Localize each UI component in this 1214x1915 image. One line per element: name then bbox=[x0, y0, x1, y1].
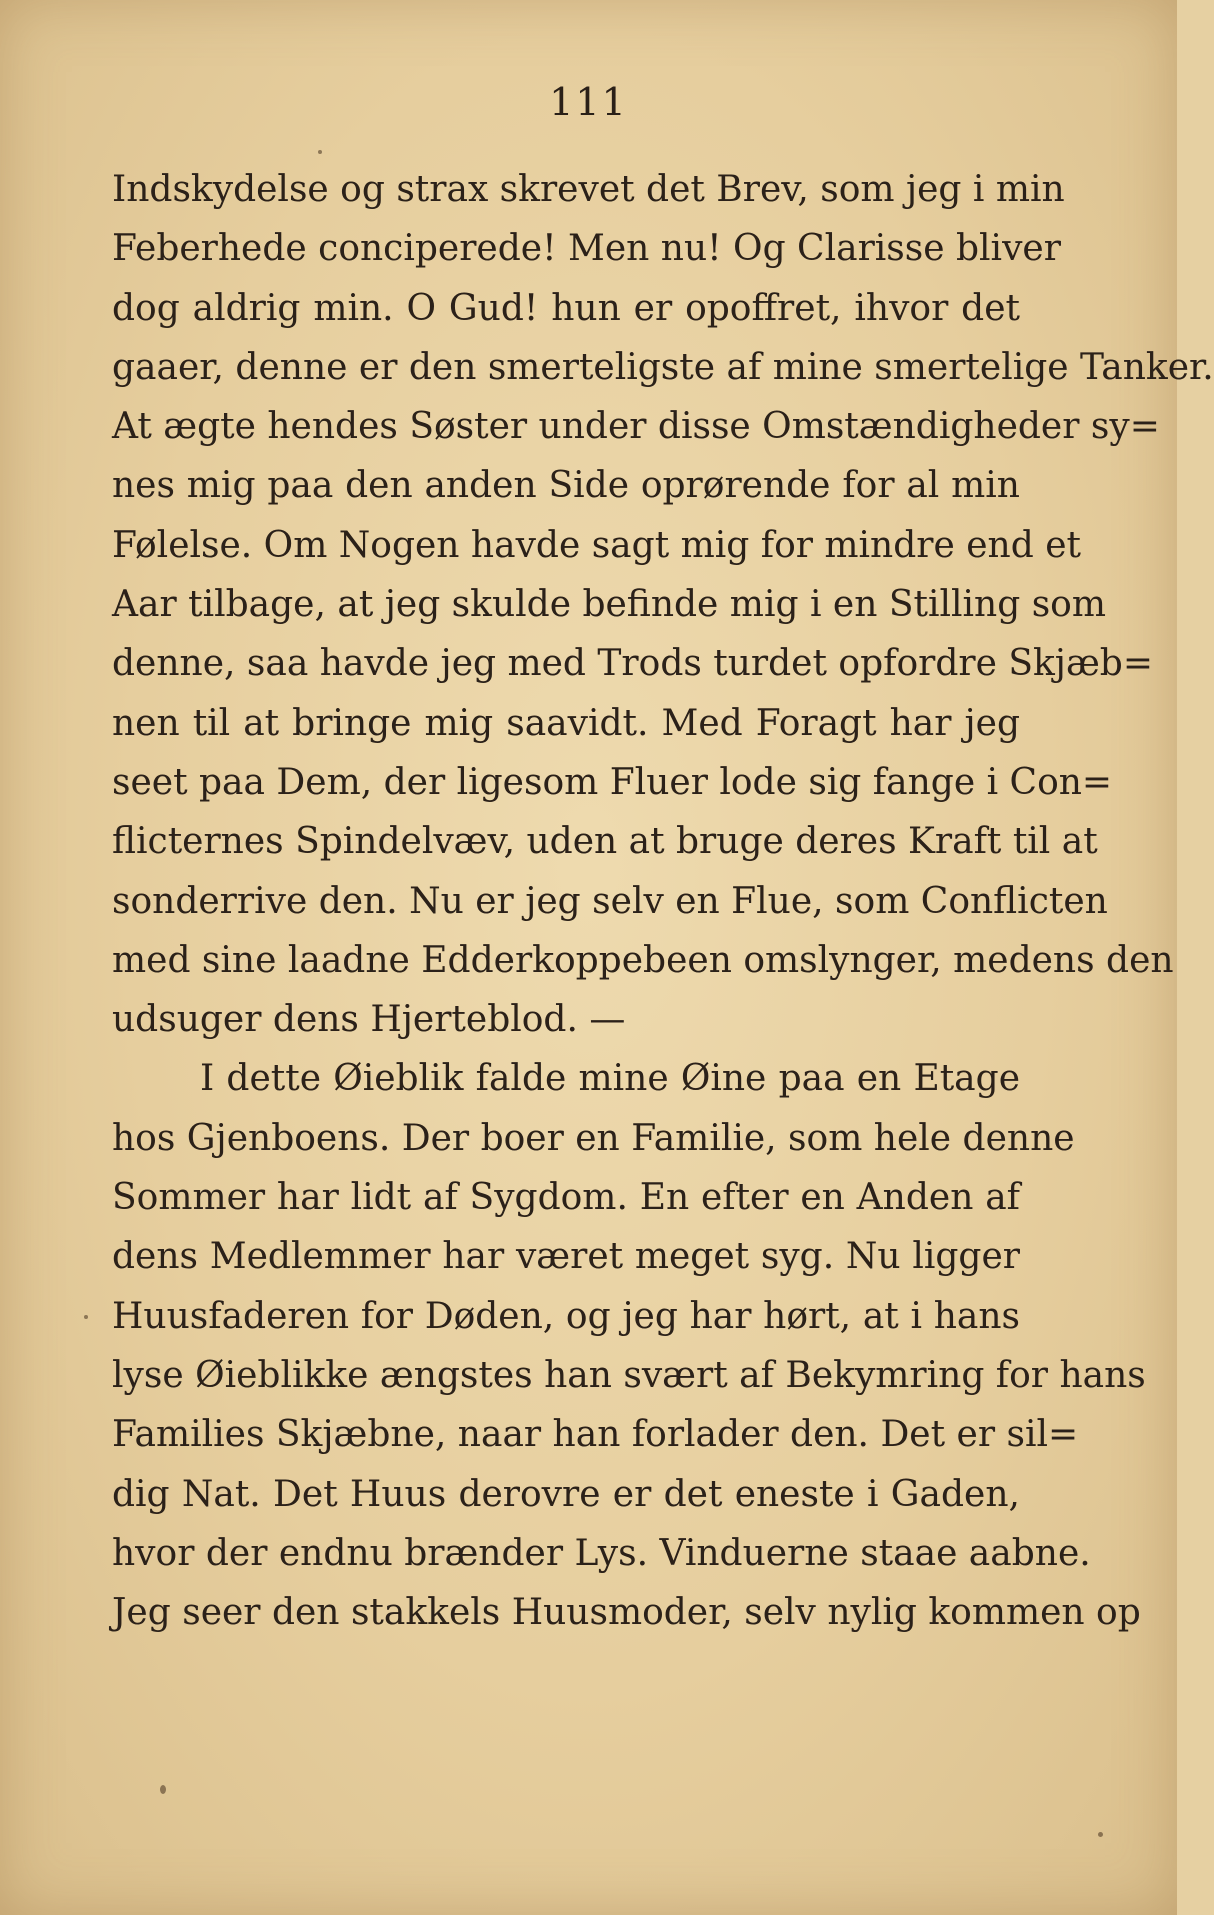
text-line: hvor der endnu brænder Lys. Vinduerne staae aabne. bbox=[112, 1532, 1091, 1574]
text-line: lyse Øieblikke ængstes han svært af Bekymring for hans bbox=[112, 1354, 1146, 1396]
page-number: 111 bbox=[549, 80, 628, 124]
text-line: Indskydelse og strax skrevet det Brev, som jeg i min bbox=[112, 169, 1065, 210]
text-line: Aar tilbage, at jeg skulde befinde mig i en Stilling som bbox=[112, 584, 1106, 626]
text-line: nes mig paa den anden Side oprørende for al min bbox=[112, 465, 1020, 507]
text-line: sonderrive den. Nu er jeg selv en Flue, som Conflicten bbox=[112, 880, 1108, 922]
text-line: Feberhede conciperede! Men nu! Og Clarisse bliver bbox=[112, 228, 1061, 270]
text-line: seet paa Dem, der ligesom Fluer lode sig fange i Con= bbox=[112, 761, 1113, 803]
text-line: dens Medlemmer har været meget syg. Nu ligger bbox=[112, 1236, 1020, 1278]
text-line: Sommer har lidt af Sygdom. En efter en Anden af bbox=[112, 1177, 1020, 1219]
paper-speck bbox=[318, 150, 322, 154]
text-line: Families Skjæbne, naar han forlader den. Det er sil= bbox=[112, 1414, 1079, 1456]
text-line: med sine laadne Edderkoppebeen omslynger, medens den bbox=[112, 939, 1174, 981]
text-line: Huusfaderen for Døden, og jeg har hørt, at i hans bbox=[112, 1295, 1020, 1337]
paper-speck bbox=[160, 1785, 166, 1794]
text-line: gaaer, denne er den smerteligste af mine smertelige Tanker. bbox=[112, 346, 1214, 388]
text-line: Følelse. Om Nogen havde sagt mig for mindre end et bbox=[112, 524, 1081, 566]
paper-speck bbox=[84, 1315, 88, 1319]
text-line: denne, saa havde jeg med Trods turdet opfordre Skjæb= bbox=[112, 643, 1154, 685]
body-text bbox=[112, 160, 1214, 1642]
text-line: nen til at bringe mig saavidt. Med Foragt har jeg bbox=[112, 702, 1020, 744]
paragraph-1 bbox=[112, 160, 1214, 1049]
text-line: dog aldrig min. O Gud! hun er opoffret, ihvor det bbox=[112, 287, 1020, 329]
text-line: flicternes Spindelvæv, uden at bruge deres Kraft til at bbox=[112, 821, 1098, 863]
paper-speck bbox=[1098, 1832, 1103, 1837]
text-line: At ægte hendes Søster under disse Omstændigheder sy= bbox=[112, 406, 1160, 448]
text-line: udsuger dens Hjerteblod. — bbox=[112, 999, 626, 1041]
text-line: I dette Øieblik falde mine Øine paa en Etage bbox=[200, 1058, 1020, 1100]
paragraph-2 bbox=[112, 1049, 1146, 1642]
text-line: dig Nat. Det Huus derovre er det eneste i Gaden, bbox=[112, 1473, 1020, 1515]
text-line: hos Gjenboens. Der boer en Familie, som hele denne bbox=[112, 1117, 1075, 1159]
text-line: Jeg seer den stakkels Huusmoder, selv nylig kommen op bbox=[112, 1592, 1141, 1634]
